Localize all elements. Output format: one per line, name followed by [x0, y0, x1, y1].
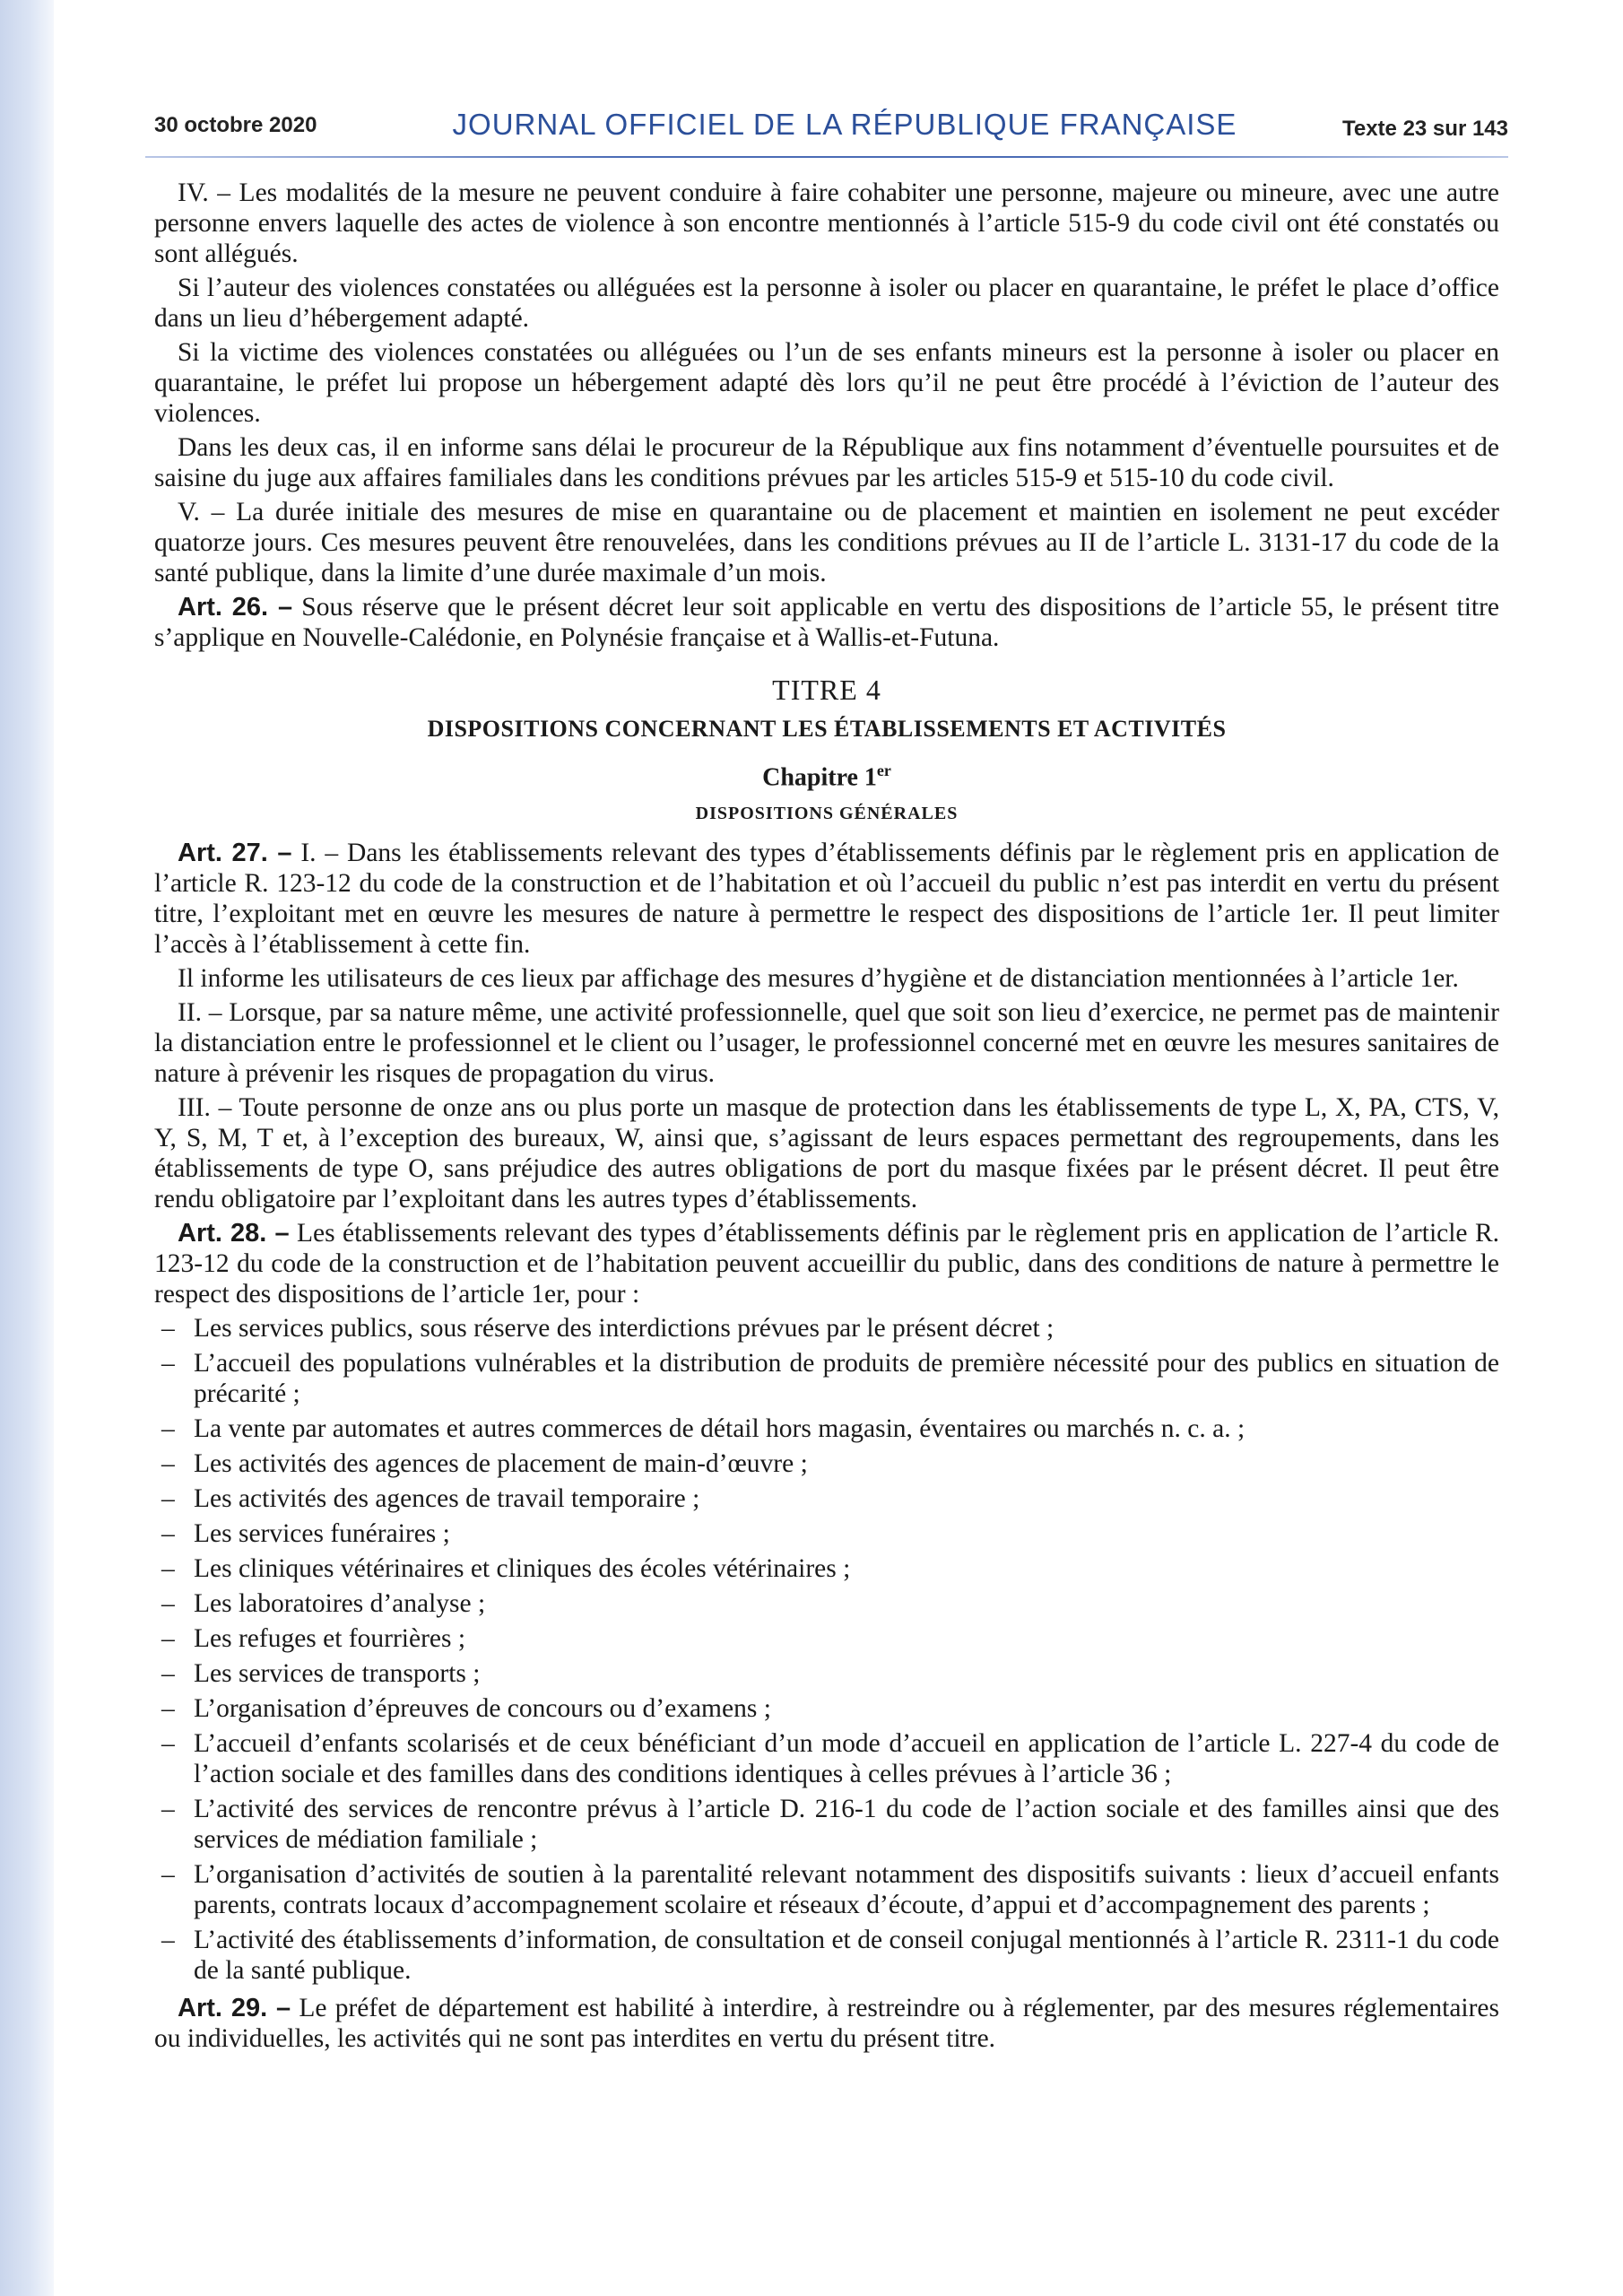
article-29 [154, 1993, 1499, 2054]
article-29-text: Le préfet de département est habilité à interdire, à restreindre ou à réglementer, par des mesures réglementaires ou individuelles, les activités qui ne sont pas interdites en vertu du présent titre. [154, 1994, 1500, 2054]
list-item: – Les cliniques vétérinaires et cliniques des écoles vétérinaires ; [161, 1554, 851, 1584]
list-item: – Les services publics, sous réserve des interdictions prévues par le présent décret ; [161, 1314, 1055, 1344]
header-rule [145, 156, 1508, 158]
list-item: – Les services de transports ; [161, 1659, 481, 1689]
list-item: – Les activités des agences de placement de main-d’œuvre ; [161, 1449, 808, 1479]
texte-number: Texte 23 sur 143 [1341, 117, 1508, 141]
list-item: – Les refuges et fourrières ; [161, 1624, 466, 1654]
chapitre-sup: er [876, 761, 891, 779]
article-28-intro [154, 1218, 1499, 1309]
article-28-intro-text: Les établissements relevant des types d’établissements définis par le règlement pris en application de l’article R. 123-12 du code de la construction et de l’habitation peuvent accueillir du public, dans des conditions de nature à permettre le respect des dispositions de l’article 1er, pour : [154, 1219, 1499, 1309]
page-header [145, 108, 1508, 161]
list-item: – La vente par automates et autres commerces de détail hors magasin, éventaires ou marchés n. c. a. ; [161, 1414, 1245, 1444]
journal-title: JOURNAL OFFICIEL DE LA RÉPUBLIQUE FRANÇAISE [452, 108, 1237, 141]
article-28-label: Art. 28. – [178, 1219, 290, 1248]
article-29-label: Art. 29. – [178, 1994, 291, 2023]
document-body [154, 178, 1499, 2057]
list-item: – L’organisation d’épreuves de concours ou d’examens ; [161, 1694, 771, 1724]
chapitre-subtitle: DISPOSITIONS GÉNÉRALES [695, 804, 959, 824]
article-27-i-text: I. – Dans les établissements relevant des types d’établissements définis par le règlement pris en application de l’article R. 123-12 du code de la construction et de l’habitation et où l’accueil du public n’est pas interdit en vertu du présent titre, l’exploitant met en œuvre les mesures de nature à permettre le respect des dispositions de l’article 1er. Il peut limiter l’accès à l’établissement à cette fin. [154, 839, 1499, 960]
article-28-list [154, 1313, 1499, 1986]
article-27-info: Il informe les utilisateurs de ces lieux par affichage des mesures d’hygiène et de distanciation mentionnées à l’article 1er. [178, 964, 1459, 994]
chapitre-title [154, 755, 1499, 793]
chapitre-label: Chapitre 1 [762, 763, 877, 792]
paragraph-iv: IV. – Les modalités de la mesure ne peuvent conduire à faire cohabiter une personne, majeure ou mineure, avec une autre personne envers laquelle des actes de violence à son encontre mentionnés à l’article 515-9 du code civil ont été constatés ou sont allégués. [154, 178, 1499, 268]
header-date: 30 octobre 2020 [154, 113, 317, 137]
paragraph-victime: Si la victime des violences constatées ou alléguées ou l’un de ses enfants mineurs est la personne à isoler ou placer en quarantaine, le préfet lui propose un hébergement adapté dès lors qu’il ne peut être procédé à l’éviction de l’auteur des violences. [154, 338, 1499, 428]
titre-number: TITRE 4 [772, 674, 881, 706]
article-26 [154, 592, 1499, 653]
list-item: – L’activité des établissements d’information, de consultation et de conseil conjugal mentionnés à l’article R. 2311-1 du code de la santé publique. [161, 1926, 1499, 1986]
list-item: – Les services funéraires ; [161, 1519, 450, 1549]
article-27-i [154, 838, 1499, 960]
titre-title: DISPOSITIONS CONCERNANT LES ÉTABLISSEMENTS ET ACTIVITÉS [427, 716, 1227, 742]
article-26-text: Sous réserve que le présent décret leur soit applicable en vertu des dispositions de l’article 55, le présent titre s’applique en Nouvelle-Calédonie, en Polynésie française et à Wallis-et-Futuna. [154, 593, 1500, 652]
article-27-label: Art. 27. – [178, 839, 292, 868]
list-item: – Les activités des agences de travail temporaire ; [161, 1484, 700, 1514]
article-27-iii: III. – Toute personne de onze ans ou plus porte un masque de protection dans les établissements de type L, X, PA, CTS, V, Y, S, M, T et, à l’exception des bureaux, W, ainsi que, s’agissant de leurs espaces permettant des regroupements, dans les établissements de type O, sans préjudice des autres obligations de port du masque fixées par le présent décret. Il peut être rendu obligatoire par l’exploitant dans les autres types d’établissements. [154, 1093, 1499, 1214]
article-27-ii: II. – Lorsque, par sa nature même, une activité professionnelle, quel que soit son lieu d’exercice, ne permet pas de maintenir la distanciation entre le professionnel et le client ou l’usager, le professionnel concerné met en œuvre les mesures sanitaires de nature à prévenir les risques de propagation du virus. [154, 998, 1499, 1089]
paragraph-deux-cas: Dans les deux cas, il en informe sans délai le procureur de la République aux fins notamment d’éventuelle poursuites et de saisine du juge aux affaires familiales dans les conditions prévues par les articles 515-9 et 515-10 du code civil. [154, 433, 1499, 492]
scan-margin-strip [0, 0, 54, 2296]
list-item: – L’activité des services de rencontre prévus à l’article D. 216-1 du code de l’action sociale et des familles ainsi que des services de médiation familiale ; [161, 1795, 1499, 1855]
paragraph-v: V. – La durée initiale des mesures de mise en quarantaine ou de placement et maintien en isolement ne peut excéder quatorze jours. Ces mesures peuvent être renouvelées, dans les conditions prévues au II de l’article L. 3131-17 du code de la santé publique, dans la limite d’une durée maximale d’un mois. [154, 498, 1499, 587]
list-item: – L’accueil des populations vulnérables et la distribution de produits de première nécessité pour des publics en situation de précarité ; [161, 1349, 1499, 1409]
list-item: – L’accueil d’enfants scolarisés et de ceux bénéficiant d’un mode d’accueil en application de l’article L. 227-4 du code de l’action sociale et des familles dans des conditions identiques à celles prévues à l’article 36 ; [161, 1729, 1499, 1789]
article-26-label: Art. 26. – [178, 593, 293, 622]
list-item: – Les laboratoires d’analyse ; [161, 1589, 486, 1619]
paragraph-auteur: Si l’auteur des violences constatées ou alléguées est la personne à isoler ou placer en quarantaine, le préfet le place d’office dans un lieu d’hébergement adapté. [154, 274, 1499, 333]
list-item: – L’organisation d’activités de soutien à la parentalité relevant notamment des dispositifs suivants : lieux d’accueil enfants parents, contrats locaux d’accompagnement scolaire et réseaux d’écoute, d’appui et d’accompagnement des parents ; [161, 1860, 1499, 1920]
